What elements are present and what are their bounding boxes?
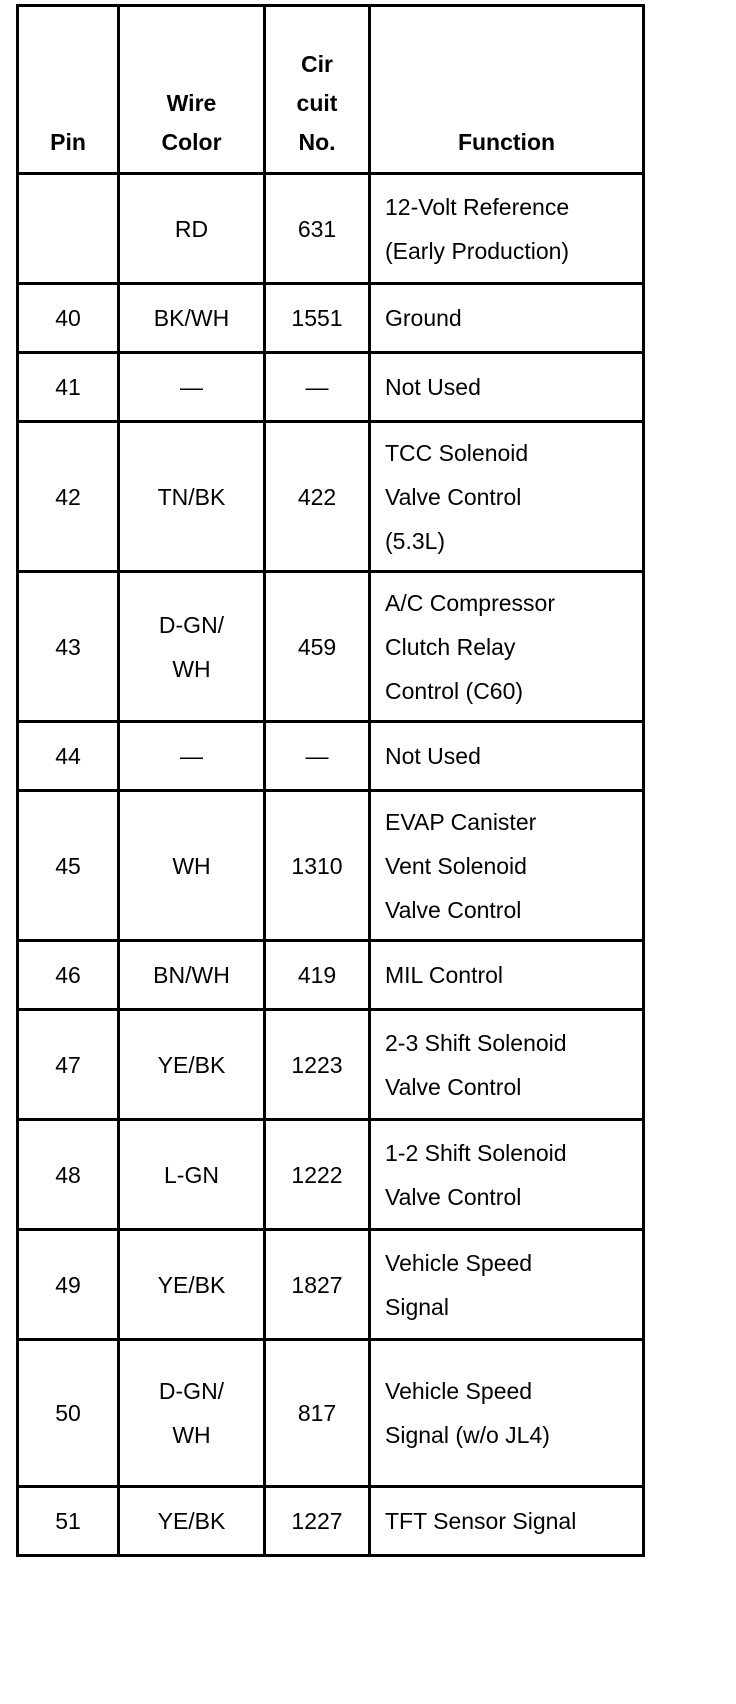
cell-circuit-no: [265, 791, 370, 941]
cell-function-text: Not Used: [385, 743, 481, 769]
cell-pin-text: 41: [55, 374, 81, 400]
table-row: [18, 284, 644, 353]
cell-circuit-no-text: 1227: [291, 1508, 343, 1534]
table-body: [18, 174, 644, 1556]
cell-pin: [18, 1340, 119, 1487]
cell-function-text: EVAP Canister Vent Solenoid Valve Control: [385, 808, 537, 923]
cell-function-text: TFT Sensor Signal: [385, 1508, 577, 1534]
cell-wire-color: [119, 1340, 265, 1487]
cell-wire-color-text: —: [180, 374, 203, 400]
table-row: [18, 791, 644, 941]
cell-function: [370, 284, 644, 353]
cell-pin-text: 50: [55, 1400, 81, 1426]
cell-wire-color-text: BN/WH: [153, 962, 230, 988]
table-row: [18, 1230, 644, 1340]
table-row: [18, 1010, 644, 1120]
table-row: [18, 174, 644, 284]
cell-circuit-no-text: 817: [297, 1400, 337, 1426]
cell-wire-color-text: L-GN: [164, 1161, 219, 1188]
cell-pin-text: 49: [55, 1271, 81, 1298]
cell-function: [370, 1010, 644, 1120]
cell-circuit-no: [265, 284, 370, 353]
cell-pin-text: 48: [55, 1161, 81, 1188]
cell-wire-color-text: —: [180, 743, 203, 769]
cell-function: [370, 572, 644, 722]
cell-circuit-no-text: 1222: [291, 1161, 343, 1188]
cell-wire-color-text: D-GN/ WH: [158, 611, 225, 682]
cell-function: [370, 1230, 644, 1340]
cell-circuit-no-text: —: [305, 374, 329, 400]
cell-function: [370, 791, 644, 941]
cell-function: [370, 174, 644, 284]
cell-circuit-no: [265, 174, 370, 284]
cell-wire-color-text: TN/BK: [157, 483, 226, 510]
cell-function-text: TCC Solenoid Valve Control (5.3L): [385, 439, 529, 554]
table-header-row: [18, 6, 644, 174]
cell-function-text: 1-2 Shift Solenoid Valve Control: [385, 1139, 567, 1210]
connector-pinout-table: [16, 4, 645, 1557]
cell-function: [370, 1340, 644, 1487]
cell-pin: [18, 1230, 119, 1340]
cell-circuit-no-text: 1551: [291, 305, 343, 331]
cell-circuit-no: [265, 572, 370, 722]
cell-circuit-no: [265, 353, 370, 422]
cell-wire-color: [119, 1487, 265, 1556]
cell-pin: [18, 1010, 119, 1120]
header-pin: Pin: [18, 6, 119, 174]
cell-wire-color: [119, 791, 265, 941]
cell-pin: [18, 422, 119, 572]
cell-pin-text: 47: [55, 1051, 81, 1078]
cell-function-text: MIL Control: [385, 962, 504, 988]
cell-wire-color-text: BK/WH: [153, 305, 230, 331]
cell-function-text: 2-3 Shift Solenoid Valve Control: [385, 1029, 567, 1100]
table-row: [18, 1340, 644, 1487]
cell-pin: [18, 174, 119, 284]
cell-function: [370, 422, 644, 572]
table-row: [18, 422, 644, 572]
table-row: [18, 941, 644, 1010]
cell-circuit-no-text: 459: [297, 633, 337, 660]
cell-function-text: Ground: [385, 305, 462, 331]
cell-pin: [18, 284, 119, 353]
cell-pin-text: 45: [55, 852, 81, 879]
cell-pin-text: 46: [55, 962, 81, 988]
cell-wire-color: [119, 1120, 265, 1230]
cell-function: [370, 353, 644, 422]
cell-wire-color: [119, 1230, 265, 1340]
cell-circuit-no-text: 1223: [291, 1051, 343, 1078]
cell-wire-color-text: YE/BK: [157, 1508, 226, 1534]
cell-function-text: 12-Volt Reference (Early Production): [385, 193, 570, 264]
cell-pin: [18, 572, 119, 722]
cell-function: [370, 1487, 644, 1556]
cell-wire-color: [119, 1010, 265, 1120]
cell-wire-color-text: YE/BK: [157, 1271, 226, 1298]
cell-function-text: Not Used: [385, 374, 481, 400]
cell-pin: [18, 791, 119, 941]
cell-wire-color-text: YE/BK: [157, 1051, 226, 1078]
cell-pin-text: 43: [55, 633, 81, 660]
cell-wire-color: [119, 353, 265, 422]
cell-pin: [18, 941, 119, 1010]
cell-circuit-no: [265, 1120, 370, 1230]
cell-pin: [18, 1120, 119, 1230]
cell-circuit-no-text: 419: [297, 962, 337, 988]
cell-function-text: A/C Compressor Clutch Relay Control (C60): [385, 589, 555, 704]
cell-function: [370, 1120, 644, 1230]
cell-circuit-no: [265, 1487, 370, 1556]
cell-pin: [18, 1487, 119, 1556]
cell-circuit-no: [265, 941, 370, 1010]
cell-function: [370, 722, 644, 791]
cell-pin-text: 51: [55, 1508, 81, 1534]
table-row: [18, 1120, 644, 1230]
cell-pin: [18, 353, 119, 422]
cell-wire-color: [119, 284, 265, 353]
cell-circuit-no: [265, 1010, 370, 1120]
cell-function-text: Vehicle Speed Signal: [385, 1249, 533, 1320]
cell-pin-text: 44: [55, 743, 81, 769]
cell-wire-color: [119, 722, 265, 791]
table-row: [18, 572, 644, 722]
cell-function-text: Vehicle Speed Signal (w/o JL4): [385, 1378, 550, 1448]
cell-circuit-no: [265, 422, 370, 572]
cell-wire-color: [119, 572, 265, 722]
cell-wire-color-text: D-GN/ WH: [158, 1378, 225, 1448]
cell-circuit-no-text: —: [305, 743, 329, 769]
cell-wire-color: [119, 422, 265, 572]
cell-wire-color-text: RD: [174, 215, 209, 242]
cell-circuit-no: [265, 1230, 370, 1340]
table-row: [18, 353, 644, 422]
cell-wire-color: [119, 174, 265, 284]
header-function: Function: [370, 6, 644, 174]
header-circuit-no: Cir cuit No.: [265, 6, 370, 174]
table-row: [18, 722, 644, 791]
cell-circuit-no: [265, 1340, 370, 1487]
cell-pin: [18, 722, 119, 791]
cell-circuit-no-text: 1827: [291, 1271, 343, 1298]
table-row: [18, 1487, 644, 1556]
cell-function: [370, 941, 644, 1010]
cell-circuit-no: [265, 722, 370, 791]
cell-wire-color-text: WH: [172, 852, 211, 879]
cell-pin-text: 40: [55, 305, 81, 331]
cell-circuit-no-text: 422: [297, 483, 337, 510]
cell-circuit-no-text: 1310: [291, 852, 343, 879]
cell-wire-color: [119, 941, 265, 1010]
header-wire-color: Wire Color: [119, 6, 265, 174]
cell-pin-text: 42: [55, 483, 81, 510]
cell-circuit-no-text: 631: [297, 215, 337, 242]
